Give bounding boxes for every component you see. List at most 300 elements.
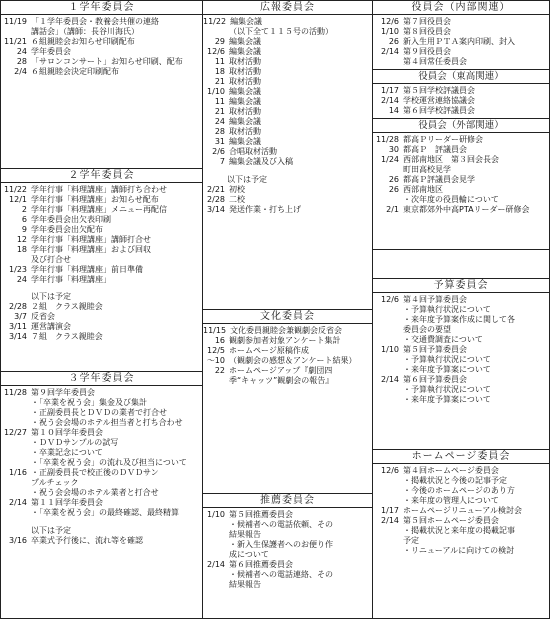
activity-row	[203, 520, 370, 530]
activity-date: 3/14	[207, 205, 225, 214]
section-title: ２学年委員会	[1, 169, 202, 183]
activity-row	[373, 546, 547, 556]
activity-text: ・掲載状況と来年度の掲載記事	[403, 526, 515, 535]
activity-row	[373, 135, 547, 145]
activity-row	[203, 137, 370, 147]
activity-text: ・「卒業を祝う会」の流れ及び担当について	[31, 458, 187, 467]
activity-row	[1, 498, 200, 508]
activity-text: ６組親睦会お知らせ印刷配布	[31, 37, 135, 46]
section-body	[203, 508, 372, 590]
activity-row	[373, 516, 547, 526]
activity-text: 取材活動	[229, 107, 261, 116]
activity-row	[203, 195, 370, 205]
activity-text: ・交通費調査について	[403, 335, 483, 344]
activity-row	[1, 17, 200, 27]
activity-text: 取材活動	[229, 57, 261, 66]
activity-date: 12/6	[381, 17, 399, 26]
activity-text: 新入生用ＰＴＡ案内印刷、封入	[403, 37, 515, 46]
activity-row	[373, 37, 547, 47]
planned-label: 以下は予定	[227, 175, 267, 184]
activity-text: ホームページリニューアル検討会	[403, 506, 522, 515]
activity-row	[373, 536, 547, 546]
activity-row	[373, 466, 547, 476]
activity-text: ホームページ原稿作成	[229, 346, 309, 355]
activity-row	[373, 47, 547, 57]
activity-text: 第４回予算委員会	[403, 295, 467, 304]
activity-text: 第９回役員会	[403, 47, 451, 56]
activity-date: 2/14	[9, 498, 27, 507]
activity-text: ・新入生保護者へのお便り作	[229, 540, 333, 549]
activity-text: 学年行事「料理講座」講師打ち合わせ	[31, 185, 167, 194]
activity-date: 6	[21, 215, 27, 224]
activity-date	[373, 526, 403, 536]
activity-date	[373, 195, 403, 205]
activity-date: 12	[16, 235, 27, 244]
activity-row	[203, 205, 370, 215]
activity-text: ７組 クラス親睦会	[31, 332, 103, 341]
activity-row	[203, 366, 370, 376]
activity-row	[1, 47, 200, 57]
activity-text: 文化委員親睦会兼観劇会反省会	[230, 326, 343, 335]
activity-date	[203, 530, 229, 540]
activity-date: 11/28	[3, 388, 27, 397]
activity-row	[1, 205, 200, 215]
activity-date: 1/17	[381, 506, 399, 515]
activity-text: 編集会議	[229, 87, 261, 96]
section-bunka	[203, 310, 372, 494]
activity-text: ・来年度予算案作成に関して各	[403, 315, 515, 324]
activity-row	[373, 96, 547, 106]
activity-text: 編集会議	[229, 137, 261, 146]
activity-date: 2/14	[381, 375, 399, 384]
activity-text: 学年行事「料理講座」講師打合せ	[31, 235, 151, 244]
activity-text: プルチェック	[31, 478, 79, 487]
activity-row	[1, 215, 200, 225]
planned-label: 以下は予定	[31, 526, 71, 535]
section-title: ホームページ委員会	[373, 450, 549, 464]
activity-date	[203, 27, 229, 37]
section-body	[373, 15, 549, 68]
activity-row	[373, 496, 547, 506]
activity-row	[373, 57, 547, 67]
activity-date: 1/10	[381, 345, 399, 354]
activity-row	[1, 302, 200, 312]
activity-row	[1, 458, 200, 468]
activity-text: 取材活動	[229, 67, 261, 76]
activity-date: 26	[388, 37, 399, 46]
activity-date	[1, 418, 31, 428]
activity-date: ～10	[206, 356, 225, 365]
activity-date	[373, 476, 403, 486]
activity-date: 30	[388, 145, 399, 154]
activity-row	[203, 510, 370, 520]
activity-text: ２組 クラス親睦会	[31, 302, 103, 311]
activity-row	[1, 388, 200, 398]
activity-date: 24	[16, 275, 27, 284]
activity-text: ホームページアップ『劇団四	[229, 366, 333, 375]
activity-date: 12/1	[9, 195, 27, 204]
activity-date: 1/10	[381, 27, 399, 36]
activity-date: 11/28	[375, 135, 399, 144]
activity-date: 21	[214, 107, 225, 116]
activity-date: 1/17	[381, 86, 399, 95]
activity-date	[203, 550, 229, 560]
activity-row	[1, 418, 200, 428]
activity-text: 卒業式予行後に、流れ等を確認	[31, 536, 143, 545]
activity-text: 学年行事「料理講座」前日準備	[31, 265, 143, 274]
activity-row	[373, 385, 547, 395]
activity-date	[203, 520, 229, 530]
activity-date: 3/14	[9, 332, 27, 341]
activity-row	[203, 87, 370, 97]
activity-row	[1, 478, 200, 488]
activity-row	[373, 506, 547, 516]
section-body	[373, 133, 549, 215]
activity-date	[1, 508, 31, 518]
section-title: 役員会（内部関連）	[373, 1, 549, 15]
activity-text: ・リニューアルに向けての検討	[403, 546, 515, 555]
section-title: 広報委員会	[203, 1, 372, 15]
activity-date	[373, 315, 403, 325]
activity-text: 二校	[229, 195, 245, 204]
activity-date: 12/6	[381, 466, 399, 475]
activity-text: 季“キャッツ”観劇会の報告』	[229, 376, 334, 385]
activity-row	[203, 57, 370, 67]
activity-date	[373, 335, 403, 345]
activity-row	[373, 165, 547, 175]
activity-date	[373, 385, 403, 395]
activity-row	[1, 195, 200, 205]
activity-row	[203, 185, 370, 195]
activity-text: 東京都郊外中高PTAリーダー研修会	[403, 205, 530, 214]
section-body	[1, 183, 202, 342]
activity-text: ・来年度予算案について	[403, 395, 491, 404]
activity-date	[1, 255, 31, 265]
activity-date: 2/21	[207, 185, 225, 194]
activity-date: 11/21	[3, 37, 27, 46]
activity-text: 学年行事「料理講座」	[31, 275, 111, 284]
activity-text: 第５回予算委員会	[403, 345, 467, 354]
activity-row	[373, 17, 547, 27]
activity-row	[203, 560, 370, 570]
section-grade1	[1, 1, 202, 169]
activity-text: ・来年度予算案について	[403, 365, 491, 374]
activity-row	[203, 580, 370, 590]
activity-row	[203, 67, 370, 77]
activity-date	[203, 376, 229, 386]
activity-text: ６組親睦会決定印刷配布	[31, 67, 119, 76]
activity-date: 11	[214, 97, 225, 106]
activity-row	[373, 375, 547, 385]
activity-text: ・「卒業を祝う会」の最終確認、最終精算	[31, 508, 179, 517]
activity-text: 学年委員会	[31, 47, 71, 56]
activity-text: 学校運営連絡協議会	[403, 96, 475, 105]
activity-row	[1, 332, 200, 342]
activity-date: 28	[16, 57, 27, 66]
activity-date: 14	[388, 106, 399, 115]
activity-date	[1, 478, 31, 488]
activity-text: 学年行事「料理講座」メニュー再配信	[31, 205, 167, 214]
activity-text: 予定	[403, 536, 419, 545]
activity-date: 2/14	[381, 47, 399, 56]
activity-row	[1, 448, 200, 458]
activity-text: 町田高校見学	[403, 165, 451, 174]
planned-label: 以下は予定	[31, 292, 71, 301]
activity-row	[373, 295, 547, 305]
activity-text: 合唱取材活動	[229, 147, 277, 156]
activity-row	[203, 540, 370, 550]
activity-text: 委員会の要望	[403, 325, 451, 334]
activity-text: 成について	[229, 550, 269, 559]
section-suisen	[203, 494, 372, 618]
activity-date	[373, 325, 403, 335]
activity-date: 2/6	[212, 147, 225, 156]
section-title: 予算委員会	[373, 278, 549, 293]
activity-date: 7	[219, 157, 225, 166]
activity-row	[373, 27, 547, 37]
activity-text: 編集会議	[229, 47, 261, 56]
activity-date	[1, 458, 31, 468]
activity-date: 11/22	[203, 17, 227, 26]
activity-text: 初校	[229, 185, 245, 194]
activity-date	[1, 27, 31, 37]
activity-date: 11/15	[203, 326, 227, 335]
activity-row	[203, 107, 370, 117]
activity-date: 26	[388, 175, 399, 184]
activity-date: 1/10	[207, 510, 225, 519]
activity-date	[203, 540, 229, 550]
activity-date	[373, 486, 403, 496]
activity-text: 第１１回学年委員会	[31, 498, 103, 507]
section-title: ３学年委員会	[1, 372, 202, 386]
activity-row	[203, 97, 370, 107]
activity-text: ・「卒業を祝う会」集金及び集計	[31, 398, 147, 407]
activity-row	[1, 57, 200, 67]
activity-date: 2/28	[9, 302, 27, 311]
activity-row	[373, 476, 547, 486]
activity-text: 第４回ホームページ委員会	[403, 466, 499, 475]
activity-date	[373, 355, 403, 365]
activity-row	[373, 486, 547, 496]
activity-row	[373, 185, 547, 195]
activity-date: 2/1	[386, 205, 399, 214]
section-body	[203, 324, 372, 386]
activity-text: 学年委員会出欠配布	[31, 225, 103, 234]
activity-row	[1, 67, 200, 77]
activity-row	[1, 438, 200, 448]
activity-date: 1/24	[381, 155, 399, 164]
activity-text: 発送作業・打ち上げ	[229, 205, 301, 214]
activity-text: 講話会」（講師：長谷川海氏）	[31, 27, 139, 36]
activity-date: 2/14	[381, 516, 399, 525]
activity-text: 編集会議	[230, 17, 263, 26]
section-body	[373, 464, 549, 556]
activity-date	[203, 580, 229, 590]
activity-date: 18	[214, 67, 225, 76]
subsection-title: 役員会（東高関連）	[373, 69, 549, 84]
activity-date	[203, 570, 229, 580]
activity-date: 18	[16, 245, 27, 254]
activity-text: 取材活動	[229, 127, 261, 136]
activity-date: 24	[214, 117, 225, 126]
activity-text: 都高Ｐ評議員会見学	[403, 175, 475, 184]
activity-text: 「１学年委員会・教養会共催の連絡	[31, 17, 159, 26]
activity-row	[203, 127, 370, 137]
activity-row	[203, 570, 370, 580]
activity-row	[203, 147, 370, 157]
activity-text: 第５回ホームページ委員会	[403, 516, 499, 525]
activity-row	[373, 345, 547, 355]
activity-row	[373, 175, 547, 185]
section-title: １学年委員会	[1, 1, 202, 15]
activity-row	[373, 365, 547, 375]
section-body	[373, 293, 549, 405]
activity-row	[373, 526, 547, 536]
activity-row	[1, 508, 200, 518]
activity-row	[373, 325, 547, 335]
activity-text: ・予算執行状況について	[403, 355, 491, 364]
activity-row	[373, 195, 547, 205]
activity-text: 都高Ｐ 評議員会	[403, 145, 467, 154]
activity-text: 観劇参加者対象アンケート集計	[229, 336, 341, 345]
activity-row	[1, 322, 200, 332]
activity-date	[373, 546, 403, 556]
activity-row	[203, 376, 370, 386]
activity-date: 21	[214, 77, 225, 86]
activity-row	[203, 336, 370, 346]
activity-date: 1/10	[207, 87, 225, 96]
activity-row	[203, 77, 370, 87]
activity-row	[373, 145, 547, 155]
activity-date	[373, 165, 403, 175]
activity-row	[203, 356, 370, 366]
activity-row	[1, 428, 200, 438]
section-body	[1, 15, 202, 77]
activity-row	[373, 395, 547, 405]
activity-date: 12/6	[207, 47, 225, 56]
subsection-title: 役員会（外部関連）	[373, 118, 549, 133]
activity-text: 第５回学校評議員会	[403, 86, 475, 95]
activity-text: 結果報告	[229, 530, 261, 539]
activity-date: 2/4	[14, 67, 27, 76]
activity-text: 取材活動	[229, 77, 261, 86]
activity-row	[373, 355, 547, 365]
activity-text: 第４回常任委員会	[403, 57, 467, 66]
activity-row	[203, 17, 370, 27]
activity-row	[1, 275, 200, 285]
activity-row	[203, 550, 370, 560]
activity-text: 第６回推薦委員会	[229, 560, 293, 569]
activity-date: 11/22	[3, 185, 27, 194]
activity-text: ・掲載状況と今後の記事予定	[403, 476, 507, 485]
activity-date: 3/16	[9, 536, 27, 545]
activity-text: ・卒業記念について	[31, 448, 103, 457]
activity-text: 学年行事「料理講座」お知らせ配布	[31, 195, 159, 204]
section-grade2	[1, 169, 202, 372]
activity-date	[1, 448, 31, 458]
activity-row	[203, 47, 370, 57]
activity-row	[1, 37, 200, 47]
activity-text: 反省会	[31, 312, 55, 321]
activity-date	[1, 398, 31, 408]
activity-row	[1, 398, 200, 408]
activity-text: 学年委員会出欠表印刷	[31, 215, 111, 224]
activity-date: 3/11	[9, 322, 27, 331]
section-grade3	[1, 372, 202, 618]
activity-text: 編集会議及び入稿	[229, 157, 293, 166]
section-body	[203, 15, 372, 215]
activity-text: 学年行事「料理講座」および回収	[31, 245, 151, 254]
activity-text: ・正副委員長で校正後のＤＶＤサン	[31, 468, 159, 477]
activity-row	[373, 106, 547, 116]
activity-date	[373, 365, 403, 375]
activity-text: ・ＤＶＤサンプルの試写	[31, 438, 119, 447]
section-yakuin	[373, 1, 549, 250]
activity-row	[1, 312, 200, 322]
activity-row	[1, 27, 200, 37]
activity-text: ・正副委員長とＤＶＤの業者で打合せ	[31, 408, 167, 417]
activity-row	[1, 235, 200, 245]
activity-date: 22	[214, 366, 225, 375]
activity-row	[203, 37, 370, 47]
activity-text: ・今後のホームページのあり方	[403, 486, 515, 495]
activity-date: 1/23	[9, 265, 27, 274]
activity-row	[203, 530, 370, 540]
activity-date	[373, 496, 403, 506]
activity-date: 1/16	[9, 468, 27, 477]
activity-text: （以下全て１１５号の活動）	[229, 27, 333, 36]
activity-date: 2/14	[381, 96, 399, 105]
activity-date	[1, 438, 31, 448]
activity-date: 29	[214, 37, 225, 46]
section-title: 推薦委員会	[203, 494, 372, 508]
activity-text: 都高Ｐリーダー研修会	[403, 135, 483, 144]
activity-text: 結果報告	[229, 580, 261, 589]
activity-text: ・祝う会会場のホテル担当者と打ち合わせ	[31, 418, 183, 427]
activity-date: 26	[388, 185, 399, 194]
activity-text: 第６回予算委員会	[403, 375, 467, 384]
activity-date	[1, 488, 31, 498]
activity-date: 2	[21, 205, 27, 214]
activity-date: 12/5	[207, 346, 225, 355]
activity-row	[1, 536, 200, 546]
activity-row	[1, 185, 200, 195]
activity-text: 第７回役員会	[403, 17, 451, 26]
activity-row	[1, 225, 200, 235]
activity-date: 16	[214, 336, 225, 345]
activity-text: ・祝う会会場のホテル業者と打合せ	[31, 488, 159, 497]
activity-row	[1, 265, 200, 275]
activity-text: 第５回推薦委員会	[229, 510, 293, 519]
section-title: 文化委員会	[203, 310, 372, 324]
activity-date: 9	[21, 225, 27, 234]
activity-date: 11/19	[3, 17, 27, 26]
activity-row	[373, 315, 547, 325]
activity-text: 第８回役員会	[403, 27, 451, 36]
section-body	[373, 84, 549, 117]
activity-text: 編集会議	[229, 37, 261, 46]
activity-date	[373, 536, 403, 546]
activity-date	[373, 395, 403, 405]
activity-text: 第１０回学年委員会	[31, 428, 103, 437]
activity-text: ・候補者への電話連絡、その	[229, 570, 333, 579]
activity-row	[1, 245, 200, 255]
section-koho	[203, 1, 372, 310]
activity-date: 2/28	[207, 195, 225, 204]
activity-date: 12/27	[3, 428, 27, 437]
activity-text: 編集会議	[229, 117, 261, 126]
activity-row	[373, 335, 547, 345]
